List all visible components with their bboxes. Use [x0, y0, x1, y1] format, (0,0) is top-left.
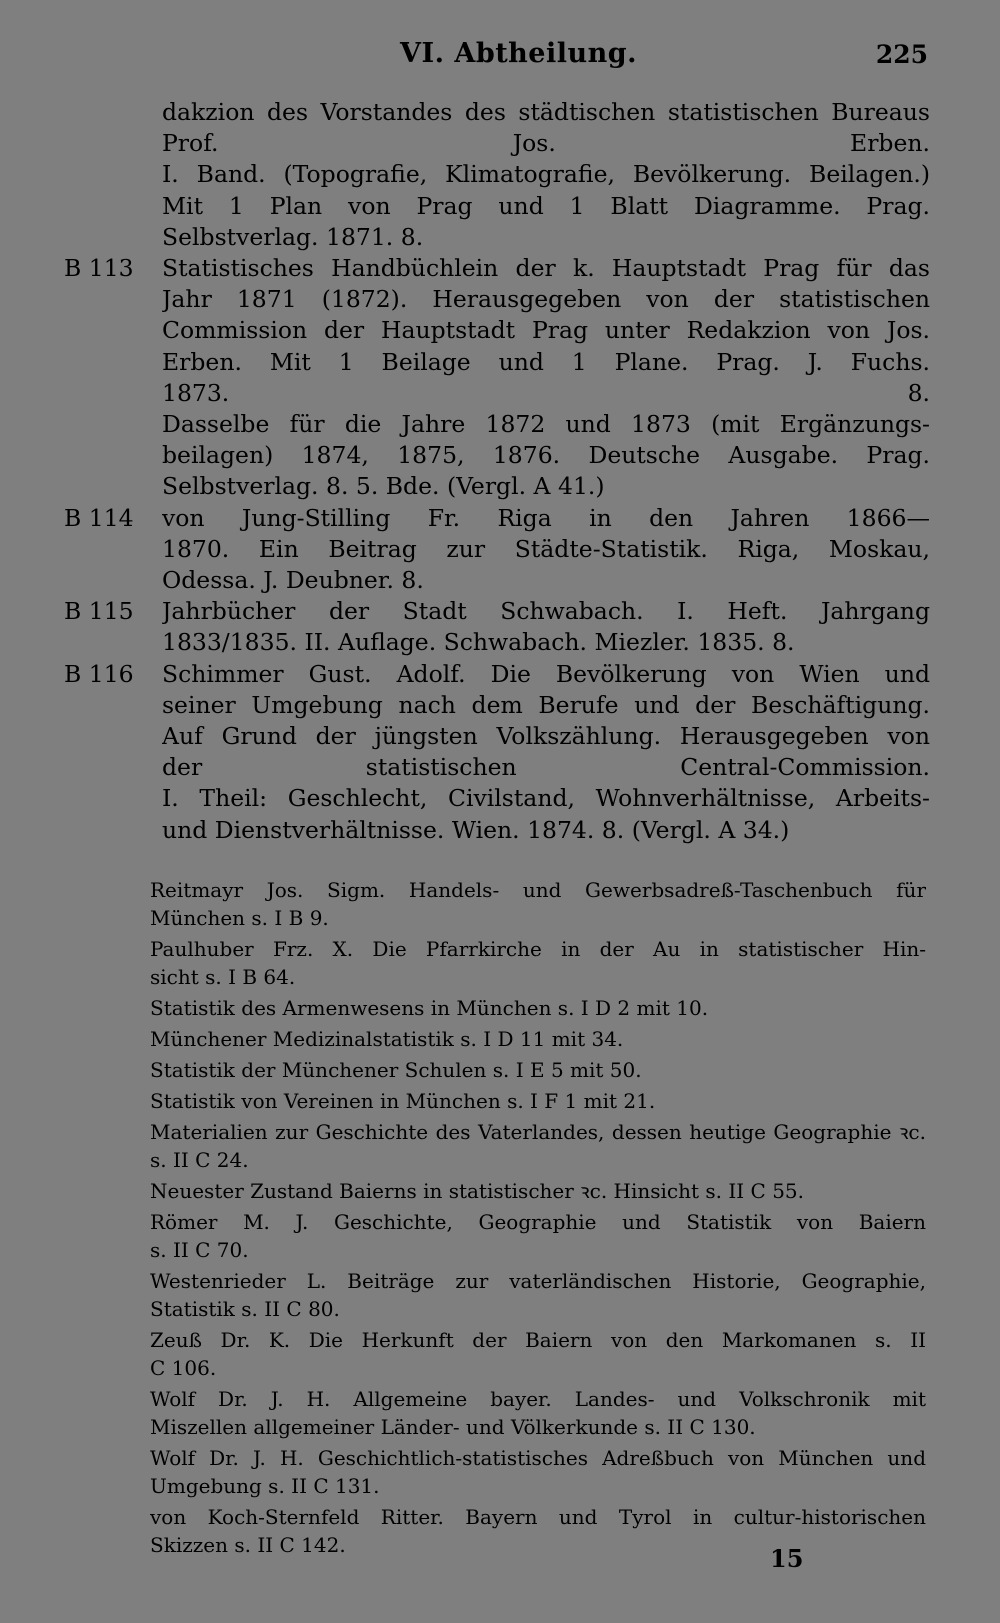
- reference-line: München s. I B 9.: [150, 906, 329, 930]
- catalog-entry: [0, 97, 1000, 253]
- entry-line: Auf Grund der jüngsten Volkszählung. Herausgegeben von: [162, 722, 930, 751]
- catalog-entry: [0, 503, 1000, 597]
- entry-line: seiner Umgebung nach dem Berufe und der Beschäftigung.: [162, 690, 930, 719]
- entry-line: Erben. Mit 1 Beilage und 1 Plane. Prag. J. Fuchs.: [162, 347, 930, 376]
- reference-entry: [0, 1208, 1000, 1264]
- reference-entry: [0, 1025, 1000, 1053]
- reference-line: Reitmayr Jos. Sigm. Handels- und Gewerbsadreß-Taschenbuch für: [150, 878, 926, 902]
- catalog-entries: [0, 97, 1000, 846]
- entry-line: Prof. Jos. Erben.: [162, 129, 930, 158]
- reference-entry: [0, 1177, 1000, 1205]
- reference-line: Wolf Dr. J. H. Allgemeine bayer. Landes- und Volkschronik mit: [150, 1387, 926, 1411]
- entry-line: 1873. 8.: [162, 378, 930, 407]
- entry-line: Jahr 1871 (1872). Herausgegeben von der statistischen: [162, 285, 930, 314]
- page-number: 225: [875, 40, 928, 69]
- reference-line: C 106.: [150, 1356, 217, 1380]
- signature-mark: 15: [770, 1544, 804, 1573]
- catalog-entry: [0, 596, 1000, 658]
- reference-line: Materialien zur Geschichte des Vaterlandes, dessen heutige Geographie ꝛc.: [150, 1120, 926, 1144]
- entry-line: 1870. Ein Beitrag zur Städte-Statistik. Riga, Moskau,: [162, 534, 930, 563]
- reference-entry: [0, 1444, 1000, 1500]
- reference-line: Umgebung s. II C 131.: [150, 1474, 380, 1498]
- entry-line: Dasselbe für die Jahre 1872 und 1873 (mit Ergänzungs-: [162, 410, 930, 439]
- entry-line: und Dienstverhältnisse. Wien. 1874. 8. (Vergl. A 34.): [162, 815, 790, 844]
- reference-line: Wolf Dr. J. H. Geschichtlich-statistisches Adreßbuch von München und: [150, 1446, 926, 1470]
- reference-entry: [0, 935, 1000, 991]
- entry-line: dakzion des Vorstandes des städtischen statistischen Bureaus: [162, 98, 930, 126]
- reference-entry: [0, 994, 1000, 1022]
- reference-line: Skizzen s. II C 142.: [150, 1533, 346, 1557]
- reference-entry: [0, 1503, 1000, 1559]
- reference-entry: [0, 1267, 1000, 1323]
- entry-code: B 116: [64, 659, 134, 688]
- reference-line: Westenrieder L. Beiträge zur vaterländischen Historie, Geographie,: [150, 1269, 926, 1293]
- entry-line: Schimmer Gust. Adolf. Die Bevölkerung von Wien und: [162, 659, 930, 688]
- reference-entry: [0, 876, 1000, 932]
- reference-entry: [0, 1056, 1000, 1084]
- catalog-entry: [0, 659, 1000, 846]
- reference-line: Römer M. J. Geschichte, Geographie und Statistik von Baiern: [150, 1210, 926, 1234]
- entry-line: I. Band. (Topografie, Klimatografie, Bevölkerung. Beilagen.): [162, 160, 930, 189]
- entry-line: Selbstverlag. 1871. 8.: [162, 222, 424, 251]
- reference-line: Statistik von Vereinen in München s. I F 1 mit 21.: [150, 1089, 656, 1113]
- reference-line: Statistik des Armenwesens in München s. I D 2 mit 10.: [150, 996, 709, 1020]
- reference-line: Zeuß Dr. K. Die Herkunft der Baiern von den Markomanen s. II: [150, 1328, 926, 1352]
- reference-line: Miszellen allgemeiner Länder- und Völkerkunde s. II C 130.: [150, 1415, 756, 1439]
- entry-line: Selbstverlag. 8. 5. Bde. (Vergl. A 41.): [162, 472, 605, 501]
- reference-entry: [0, 1326, 1000, 1382]
- reference-entry: [0, 1087, 1000, 1115]
- catalog-entry: [0, 253, 1000, 503]
- cross-references: [0, 876, 1000, 1562]
- entry-line: von Jung-Stilling Fr. Riga in den Jahren 1866—: [162, 503, 930, 532]
- entry-line: 1833/1835. II. Auflage. Schwabach. Miezler. 1835. 8.: [162, 628, 795, 657]
- entry-line: I. Theil: Geschlecht, Civilstand, Wohnverhältnisse, Arbeits-: [162, 784, 930, 813]
- entry-code: B 113: [64, 254, 134, 283]
- reference-line: Münchener Medizinalstatistik s. I D 11 mit 34.: [150, 1027, 624, 1051]
- reference-entry: [0, 1385, 1000, 1441]
- reference-line: s. II C 24.: [150, 1148, 249, 1172]
- reference-line: Neuester Zustand Baierns in statistischer ꝛc. Hinsicht s. II C 55.: [150, 1179, 805, 1203]
- reference-line: von Koch-Sternfeld Ritter. Bayern und Tyrol in cultur-historischen: [150, 1505, 926, 1529]
- entry-line: Jahrbücher der Stadt Schwabach. I. Heft. Jahrgang: [162, 597, 930, 626]
- entry-line: beilagen) 1874, 1875, 1876. Deutsche Ausgabe. Prag.: [162, 441, 930, 470]
- page-header: [0, 38, 1000, 78]
- reference-line: sicht s. I B 64.: [150, 965, 296, 989]
- entry-line: Commission der Hauptstadt Prag unter Redakzion von Jos.: [162, 316, 930, 345]
- entry-line: Mit 1 Plan von Prag und 1 Blatt Diagramme. Prag.: [162, 191, 930, 220]
- section-title: VI. Abtheilung.: [400, 38, 638, 69]
- reference-line: Paulhuber Frz. X. Die Pfarrkirche in der Au in statistischer Hin-: [150, 937, 926, 961]
- entry-code: B 115: [64, 597, 134, 626]
- reference-entry: [0, 1118, 1000, 1174]
- entry-line: Statistisches Handbüchlein der k. Hauptstadt Prag für das: [162, 254, 930, 283]
- reference-line: Statistik der Münchener Schulen s. I E 5 mit 50.: [150, 1058, 642, 1082]
- entry-line: der statistischen Central-Commission.: [162, 753, 930, 782]
- entry-line: Odessa. J. Deubner. 8.: [162, 566, 424, 595]
- entry-code: B 114: [64, 503, 134, 532]
- reference-line: s. II C 70.: [150, 1238, 249, 1262]
- reference-line: Statistik s. II C 80.: [150, 1297, 340, 1321]
